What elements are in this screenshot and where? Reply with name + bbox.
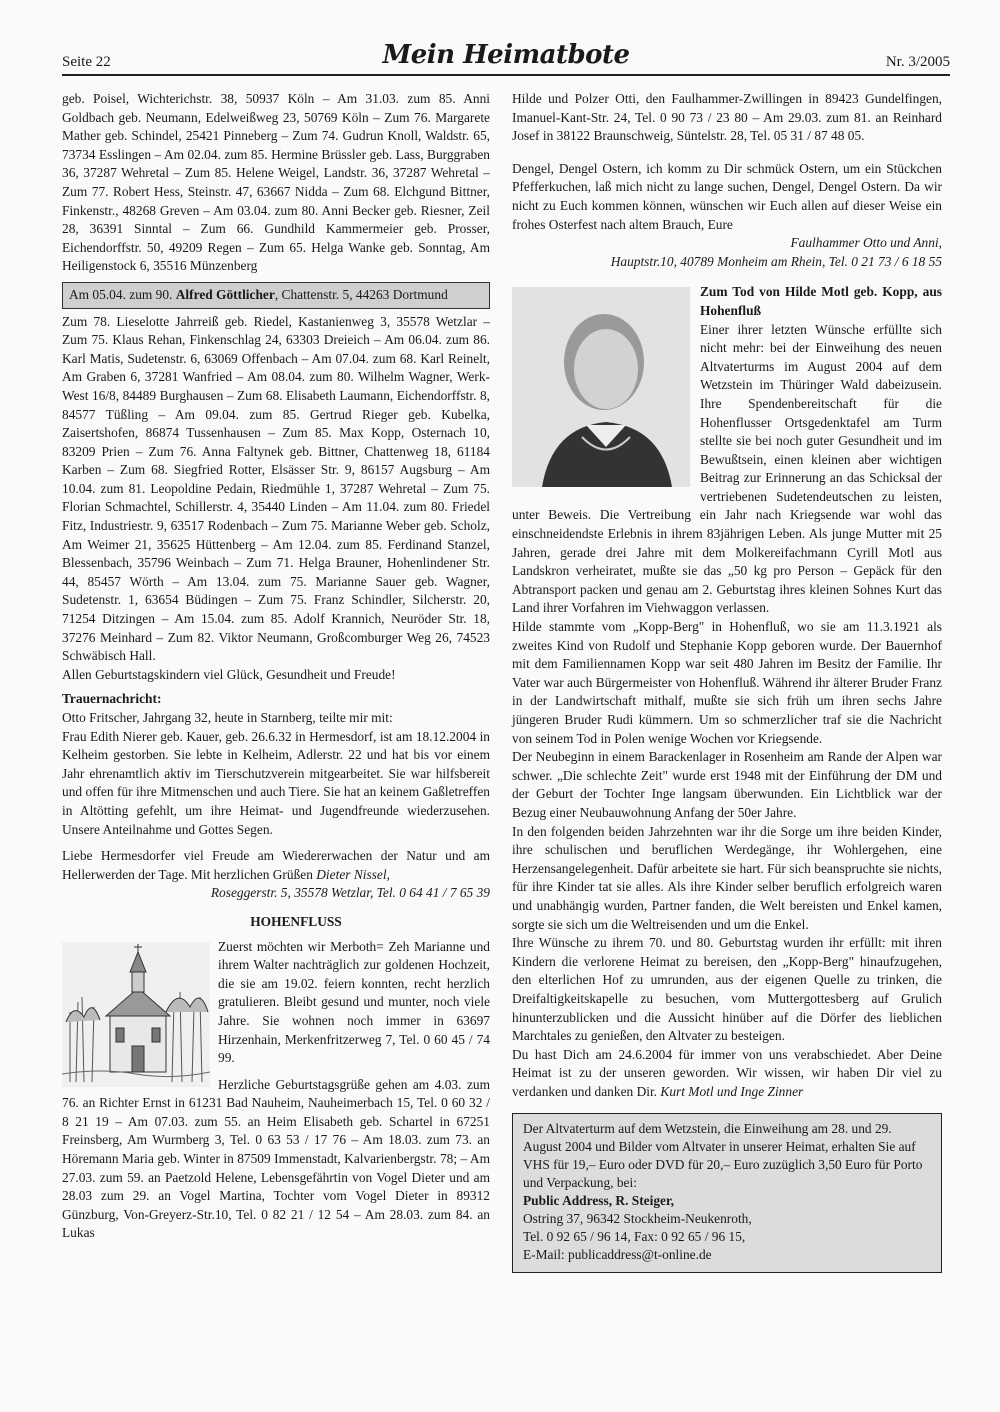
obituary-paragraph-3: Der Neubeginn in einem Barackenlager in Rosenheim am Rande der Alpen war schwer. „Die schlechte Zeit" wurde erst 1948 mit der Einführung der DM und der Geburt der Tochter Inge langsam überwunden. Ein Lichtblick war der Bezug einer Neubauwohnung Anfang der 50er Jahre. <box>512 749 942 820</box>
easter-signature: Faulhammer Otto und Anni, <box>790 235 942 251</box>
order-text: Der Altvaterturm auf dem Wetzstein, die Einweihung am 28. und 29. August 2004 und Bilder vom Altvater in unserer Heimat, erhalten Sie auf VHS für 19,– Euro oder DVD für 20,– Euro zuzüglich 3,50 Euro für Porto und Verpackung, bei: <box>523 1121 923 1191</box>
issue-number: Nr. 3/2005 <box>885 54 950 70</box>
order-phone: Tel. 0 92 65 / 96 14, Fax: 0 92 65 / 96 15, <box>523 1229 746 1245</box>
church-illustration <box>62 942 210 1087</box>
portrait-image <box>512 287 690 487</box>
right-column <box>512 90 942 1273</box>
greeting-signature: Dieter Nissel, <box>316 866 390 882</box>
greeting-address: Roseggerstr. 5, 35578 Wetzlar, Tel. 0 64 41 / 7 65 39 <box>210 885 490 901</box>
hohenfluss-paragraph-1: Zuerst möchten wir Merboth= Zeh Marianne und ihrem Walter nachträglich zur goldenen Hochzeit, die sie am 19.02. feiern konnten, recht herzlich gratulieren. Bleibt gesund und munter, noch viele Jahre. Sie wohnen noch immer in 63697 Hirzenhain, Merkenfritzerweg 7, Tel. 0 60 45 / 74 99. <box>218 938 490 1066</box>
easter-greeting: Dengel, Dengel Ostern, ich komm zu Dir schmück Ostern, um ein Stückchen Pfefferkuchen, laß mich nicht zu lange suchen, Dengel, Dengel Ostern. Da wir nicht zu Euch kommen können, wünschen wir Euch allen auf dieser Weise ein frohes Osterfest nach altem Brauch, Eure <box>512 160 942 232</box>
birthday-list-mid: Zum 78. Lieselotte Jahrreiß geb. Riedel, Kastanienweg 3, 35578 Wetzlar – Zum 75. Klaus Rehan, Finkenschlag 24, 63303 Dreieich – Am 06.04. zum 86. Karl Matis, Sudetenstr. 6, 63069 Offenbach – Am 07.04. zum 68. Karl Reinelt, Am Graben 6, 37281 Wanfried – Am 08.04. zum 80. Wilhelm Wagner, Werk-West 16/8, 84489 Burghausen – Zum 68. Elisabeth Laumann, Eichendorffstr. 8, 84577 Tüßling – Am 09.04. zum 85. Gertrud Rieger geb. Kubelka, Zaisertshofen, 86874 Tussenhausen – Zum 85. Max Kopp, Osternach 10, 83209 Prien – Zum 76. Anna Faltynek geb. Bittner, Chattenweg 18, 61184 Karben – Zum 68. Siegfried Rotter, Elsässer Str. 9, 86157 Augsburg – Am 10.04. zum 81. Leopoldine Pedain, Riedmühle 1, 37287 Wehretal – Zum 75. Florian Schmachtel, Schillerstr. 4, 35440 Linden – Am 11.04. zum 80. Friedel Fitz, Industriestr. 9, 63517 Rodenbach – Zum 75. Marianne Weber geb. Scholz, Am Weimer 21, 35625 Hüttenberg – Am 12.04. zum 85. Ferdinand Stanzel, Blessenbach, 35796 Weinbach – Zum 71. Helga Brauner, Hohenlindener Str. 44, 85457 Wörth – Am 13.04. zum 75. Marianne Sauer geb. Wagner, Sudetenstr. 1, 63654 Büdingen – Zum 75. Franz Schindler, Silcherstr. 20, 71254 Ditzingen – Am 15.04. zum 85. Adolf Krannich, Neuröder Str. 18, 37276 Meinhard – Zum 82. Viktor Neumann, Großcomburger Weg 26, 74523 Schwäbisch Hall. <box>62 313 490 664</box>
highlight-box <box>62 282 490 309</box>
church-drawing <box>62 942 210 1087</box>
obituary-paragraph-4: In den folgenden beiden Jahrzehnten war ihr die Sorge um ihre beiden Kinder, ihre schulischen und beruflichen Werdegänge, ihr Wohlergehen, eine Herzensangelegenheit. Dafür arbeitete sie hart. Für sich beanspruchte sie nichts, für ihre Kinder tat sie alles. Als ihre Kinder selber beruflich erfolgreich waren und unabhängig wurden, Partner fanden, die Welt bereisten und Enkel kamen, sorgte sie sich um die Weltreisenden und um die Enkel. <box>512 823 942 932</box>
birthday-list-top: geb. Poisel, Wichterichstr. 38, 50937 Köln – Am 31.03. zum 85. Anni Goldbach geb. Neumann, Edelweißweg 23, 50769 Köln – Zum 76. Margarete Mather geb. Schindel, 25421 Pinneberg – Zum 74. Gudrun Knoll, Waldstr. 65, 73734 Esslingen – Am 02.04. zum 85. Hermine Brüssler geb. Lass, Burggraben 36, 37287 Wehretal – Zum 85. Helene Weigel, Landstr. 36, 37287 Wehretal – Zum 77. Robert Hess, Steinstr. 47, 63667 Nidda – Zum 68. Elchgund Bittner, Finkenstr., 48268 Greven – Am 03.04. zum 80. Anni Becker geb. Riesner, Zeil 28, 36391 Sinntal – Zum 66. Gundhild Kammermeier geb. Prosser, Eichendorffstr. 50, 49209 Regen – Zum 65. Helga Wanke geb. Sonntag, Am Heiligenstock 6, 35516 Münzenberg <box>62 91 490 274</box>
portrait-photo <box>512 287 690 487</box>
trauer-heading: Trauernachricht: <box>62 691 162 707</box>
trauer-intro: Otto Fritscher, Jahrgang 32, heute in Starnberg, teilte mir mit: <box>62 710 393 725</box>
obituary-paragraph-2: Hilde stammte vom „Kopp-Berg" in Hohenfluß, wo sie am 11.3.1921 als zweites Kind von Rudolf und Stephanie Kopp geboren wurde. Der Bauernhof mit dem Familiennamen Kopp war seit 480 Jahren im Besitz der Familie. Ihr Vater war auch Bürgermeister von Hohenfluß. Während ihr älterer Bruder Franz in der Landwirtschaft mithalf, mußte sie sich früh um ihren sechs Jahre jüngeren Bruder Rudi kümmern. Um so schmerzlicher traf sie die Nachricht von seinem Tod in Polen wenige Wochen vor Kriegsende. <box>512 619 942 746</box>
masthead-logo: Mein Heimatbote <box>382 40 630 70</box>
page-number: Seite 22 <box>62 54 111 70</box>
highlight-name: Alfred Göttlicher <box>175 286 275 302</box>
section-title-hohenfluss: HOHENFLUSS <box>250 913 342 929</box>
trauer-text: Frau Edith Nierer geb. Kauer, geb. 26.6.32 in Hermesdorf, ist am 18.12.2004 in Kelheim gestorben. Sie lebte in Kelheim, Adlerstr. 22 und hat bis vor einem Jahr ehrenamtlich aktiv im Tierschutzverein mitgearbeitet. Sie war hilfsbereit und offen für ihre Mitmenschen und auch Tiere. Sie hat an keinem Gaßletreffen in Altötting gefehlt, um ihre Heimat- und Jugendfreunde wiederzusehen. Unsere Anteilnahme und Gottes Segen. <box>62 728 490 837</box>
order-company: Public Address, R. Steiger, <box>523 1193 675 1209</box>
obituary-title: Zum Tod von Hilde Motl geb. Kopp, aus Hohenfluß <box>700 284 942 318</box>
birthday-list-continued: Hilde und Polzer Otti, den Faulhammer-Zwillingen in 89423 Gundelfingen, Imanuel-Kant-Str. 24, Tel. 0 90 73 / 23 80 – Am 29.03. zum 81. an Reinhard Josef in 38122 Braunschweig, Süntelstr. 28, Tel. 05 31 / 87 48 05. <box>512 91 942 144</box>
obituary-paragraph-5: Ihre Wünsche zu ihrem 70. und 80. Geburtstag wurden ihr erfüllt: mit ihren Kindern die verlorene Heimat zu bereisen, den „Kopp-Berg" hinaufzugehen, den elterlichen Hof zu umrunden, aus der eigenen Quelle zu trinken, die Dreifaltigkeitskapelle zu besuchen, vom Muttergottesberg auf Grulich hinunterzublicken und die Aussicht hinüber auf die Dörfer des lieblichen Marchtales zu genießen, den Altvater zu besteigen. <box>512 935 942 1044</box>
greeting-text: Liebe Hermesdorfer viel Freude am Wiedererwachen der Natur und am Hellerwerden der Tage. Mit herzlichen Grüßen Dieter Nissel, <box>62 848 490 882</box>
highlight-rest: , Chattenstr. 5, 44263 Dortmund <box>274 286 448 302</box>
birthday-wishes: Allen Geburtstagskindern viel Glück, Gesundheit und Freude! <box>62 666 396 682</box>
highlight-prefix: Am 05.04. zum 90. <box>69 286 173 302</box>
order-email[interactable]: E-Mail: publicaddress@t-online.de <box>523 1247 712 1263</box>
order-address: Ostring 37, 96342 Stockheim-Neukenroth, <box>523 1211 752 1227</box>
easter-address: Hauptstr.10, 40789 Monheim am Rhein, Tel. 0 21 73 / 6 18 55 <box>610 253 942 269</box>
video-order-box <box>512 1113 942 1273</box>
obituary-signature: Kurt Motl und Inge Zinner <box>660 1083 804 1099</box>
obituary-paragraph-6: Du hast Dich am 24.6.2004 für immer von uns verabschiedet. Aber Deine Heimat ist zu der unseren geworden. Wir wissen, wir haben Dir viel zu verdanken und danken Dir. Kurt Motl und Inge Zinner <box>512 1046 942 1099</box>
obituary-paragraph-1: Einer ihrer letzten Wünsche erfüllte sich nicht mehr: bei der Einweihung des neuen Altvaterturms im August 2004 auf dem Wetzstein im Thüringer Wald dabeizusein. Ihre Spendenbereitschaft für die Hohenflusser Ortsgedenktafel am Turm stellte sie bei noch guter Gesundheit und im Bewußtsein, einen kleinen aber wichtigen Beitrag zur Erinnerung an das Schicksal der vertriebenen Sudetendeutschen zu leisten, unter Beweis. Die Vertreibung ein Jahr nach Kriegsende war wohl das einschneidendste Erlebnis in ihrem 83jährigen Leben. Als junge Mutter mit 25 Jahren, gerade drei Jahre mit dem Molkereifachmann Cyrill Motl aus Landskron verheiratet, mußte sie das „50 kg pro Person – Gepäck für den Abtransport packen und genau am 2. Geburtstag ihres kleinen Sohnes Kurt das Land ihrer Vorfahren im Viehwaggon verlassen. <box>512 321 942 616</box>
left-column <box>62 90 490 1243</box>
page-header <box>62 40 950 76</box>
hohenfluss-paragraph-2: Herzliche Geburtstagsgrüße gehen am 4.03. zum 76. an Richter Ernst in 61231 Bad Nauheim, Nauheimerbach 15, Tel. 0 60 32 / 8 21 19 – Am 07.03. zum 55. an Heim Elisabeth geb. Schartel in 67251 Freinsberg, Am Wurmberg 3, Tel. 0 63 53 / 17 76 – Am 18.03. zum 73. an Höremann Maria geb. Winter in 87509 Immenstadt, Kalvarienbergstr. 78; – Am 27.03. zum 59. an Paetzold Helene, Lebensgefährtin von Vogel Dieter und am 28.03 zum 29. an Vogel Martina, Tochter vom Vogel Dieter in 89312 Günzburg, Von-Greyerz-Str.10, Tel. 0 82 21 / 12 54 – Am 28.03. zum 84. an Lukas <box>62 1076 490 1241</box>
